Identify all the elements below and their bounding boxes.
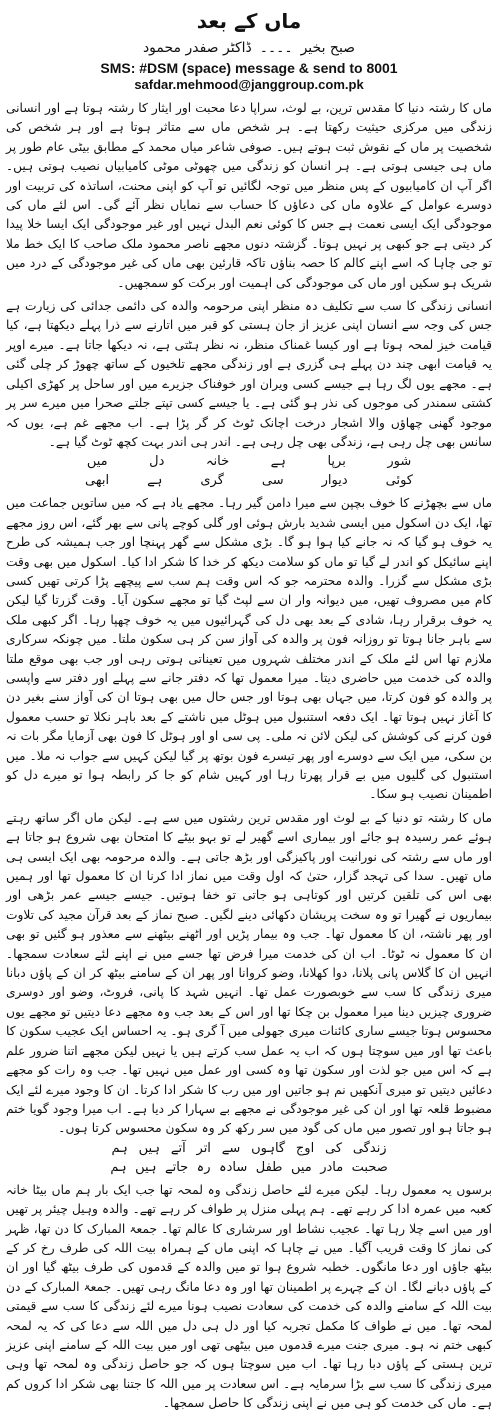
verse-1-line-1 [6,452,492,471]
verse-word: مادر [320,1159,344,1175]
column-name: صبح بخیر [300,40,356,56]
verse-word: رہ [196,1159,211,1175]
byline-separator: ۔۔۔۔ [259,40,293,56]
verse-word: کوئی [385,473,413,489]
verse-word: سی [261,473,284,489]
verse-word: ہم [110,1159,127,1175]
verse-word: کی [325,1140,343,1156]
verse-word: برپا [327,454,346,470]
verse-word: آتے [170,1140,186,1156]
verse-word: سے [221,1140,241,1156]
verse-word: ہیں [138,1140,161,1156]
verse-word: خانہ [205,454,230,470]
verse-word: جاتے [164,1159,189,1175]
verse-word: گری [200,473,224,489]
verse-word: گاہوں [251,1140,286,1156]
verse-word: صحبت [351,1159,388,1175]
verse-word: میں [86,454,108,470]
verse-word: دل [149,454,165,470]
verse-word: اوج [295,1140,315,1156]
verse-word: طفل [255,1159,283,1175]
paragraph-1: ماں کا رشتہ دنیا کا مقدس ترین، بے لوث، سراپا دعا محبت اور ایثار کا رشتہ ہوتا ہے اور انسانی زندگی میں مرکزی حیثیت رکھتا ہے۔ ہر شخص ماں سے متاثر ہوتا ہے اور ہر شخص کی شخصیت پر ماں کے نقوش ثبت ہوتے ہیں۔ صوفی شاعر میاں محمد کے مطابق بیٹی عام طور پر ماں ہی جیسی ہوتی ہے۔ ہر انسان کو زندگی میں چھوٹی موٹی کامیابیاں نصیب ہوتی ہیں۔ اگر آپ ان کامیابیوں کے پس منظر میں توجہ لگائیں تو آپ کو اپنی محنت، اساتذہ کی تربیت اور دوسرے عوامل کے علاوہ ماں کی دعاؤں کا حساب سے نمایاں نظر آئے گی۔ اس لئے ماں کی موجودگی ایک ایسی نعمت ہے جس کا کوئی نعم البدل نہیں اور غیر موجودگی ایک ایسا خلا پیدا کر دیتی ہے جو کبھی پر نہیں ہوتا۔ گزشتہ دنوں مجھے ناصر محمود ملک صاحب کا ایک خط ملا تو جی چاہا کہ اسے اپنے کالم کا حصہ بناؤں تاکہ قارئین بھی ماں کی غیر موجودگی کے درد میں شریک ہو سکیں اور ماں کی موجودگی کی اہمیت اور برکت کو سمجھیں۔ [6,101,492,290]
verse-word: میں [290,1159,312,1175]
verse-word: سادہ [219,1159,248,1175]
verse-word: ہم [111,1140,128,1156]
author-email[interactable]: safdar.mehmood@janggroup.com.pk [134,77,364,92]
verse-word: ہیں [135,1159,157,1175]
paragraph-3: ماں سے بچھڑنے کا خوف بچپن سے میرا دامن گیر رہا۔ مجھے یاد ہے کہ میں ساتویں جماعت میں تھا، ایک دن اسکول میں ایسی شدید بارش ہوئی اور گلی کوچے پانی سے بھر گئے، اس روز مجھے یہ خوف ہو گیا کہ نہ جانے کیا ہوا ہو گا۔ بڑی مشکل سے گھر پہنچا اور جب ہمیشہ کی طرح اپنے سائیکل کو اندر لے گیا تو ماں کو سلامت دیکھ کر خدا کا شکر ادا کیا۔ اسکول میں بھی وقت بڑی مشکل سے گزرا۔ والدہ محترمہ جو کہ اس وقت ہم سب سے پیچھے پڑا کرتی تھیں کسی کام میں مصروف تھیں، میں دیوانہ وار ان سے لپٹ گیا تو مجھے سکون آیا۔ وقت گزرتا گیا لیکن یہ خوف برقرار رہا، شادی کے بعد بھی دل کی گہرائیوں میں یہ خوف چھپا رہا۔ اگر کبھی ملک سے باہر جانا ہوتا تو روزانہ فون پر والدہ کی آواز سن کر ہی سکون ملتا۔ میں چونکہ سرکاری ملازم تھا اس لئے ملک کے اندر مختلف شہروں میں تعیناتی ہوتی رہی اور جب بھی موقع ملتا والدہ کی خدمت میں حاضری دیتا۔ میرا معمول تھا کہ دفتر جانے سے پہلے اور دفتر سے واپسی پر والدہ کو فون کرتا، میں جہاں بھی ہوتا اور جس حال میں بھی ہوتا ان کی آواز سنے بغیر دن کا آغاز نہیں ہوتا تھا۔ ایک دفعہ استنبول میں ہوٹل میں ناشتے کے بعد باہر نکلا تو حسب معمول فون کرنے کی کوشش کی لیکن لائن نہ ملی۔ پی سی او اور ہوٹل کا فون بھی آزمایا مگر بات نہ بن سکی، میں ایک سے دوسرے اور پھر تیسرے فون بوتھ پر گیا لیکن کہیں سے جواب نہ ملا۔ میں استنبول کی گلیوں میں بے قرار پھرتا رہا اور کہیں شام کو جا کر رابطہ ہوا تو میرے دل کو اطمینان نصیب ہو سکا۔ [6,496,492,802]
author-name: ڈاکٹر صفدر محمود [142,40,252,56]
verse-1-line-2 [6,471,492,490]
page-title: ماں کے بعد [196,9,302,33]
verse-word: ابھی [85,473,110,489]
paragraph-2: انسانی زندگی کا سب سے تکلیف دہ منظر اپنی مرحومہ والدہ کی دائمی جدائی کی زیارت ہے جس کی وجہ سے انسان اپنی عزیز از جان ہستی کو قبر میں اتارنے سے ذرا پہلے دیکھتا ہے، کیا قیامت خیز لمحہ ہوتا ہے اور کیسا غمناک منظر، نہ نظر ہٹتی ہے، نہ دیکھا جاتا ہے۔ میرے اوپر یہ قیامت ابھی چند دن پہلے ہی گزری ہے اور زندگی مجھے تلخیوں کے ساتھ چھوڑ کر چلی گئی ہے۔ مجھے یوں لگ رہا ہے جیسے کسی ویران اور خوفناک جزیرے میں اور ساحل پر کھڑی اکیلی کشتی سمندر کی موجوں کی نذر ہو گئی ہے۔ یا جیسے کسی تپتے جلتے صحرا میں میرے سر پر موجود گھنی چھاؤں والا اشجار درخت اچانک ٹوٹ کر گر پڑا ہے۔ اب مجھے غم ہے، یوں کہ سانس بھی چل رہی ہے، زندگی بھی چل رہی ہے۔ اندر ہی اندر بہت کچھ ٹوٹ گیا ہے۔ [6,299,492,449]
sms-line: SMS: #DSM (space) message & send to 8001 [100,60,398,76]
verse-word: ہے [270,454,286,470]
verse-word: شور [387,454,412,470]
verse-word: دیوار [321,473,348,489]
paragraph-5: برسوں یہ معمول رہا۔ لیکن میرے لئے حاصل زندگی وہ لمحہ تھا جب ایک بار ہم ماں بیٹا خانہ کعبہ میں عمرہ ادا کر رہے تھے۔ ہم پہلی منزل پر طواف کر رہے تھے۔ والدہ وہیل چیئر پر تھیں اور میں اسے چلا رہا تھا۔ عجیب نشاط اور سرشاری کا عالم تھا۔ جمعۃ المبارک کا دن تھا، ظہر کی نماز کا وقت قریب آگیا۔ میں نے چاہا کہ اپنی ماں کے ہمراہ بیت اللہ کی طرف رخ کر کے بیٹھ جاؤں اور دعا مانگوں۔ خطبہ شروع ہوا تو میں والدہ کے قدموں کی طرف بیٹھ گیا اور ان کے پاؤں دبانے لگا۔ ان کے چہرے پر اطمینان تھا اور وہ دعا مانگ رہی تھیں۔ جمعۃ المبارک کے دن بیت اللہ کے سامنے والدہ کی خدمت کی سعادت نصیب ہونا میرے لئے زندگی کا سب سے قیمتی لمحہ تھا۔ میں نے طواف کا مکمل تجربہ کیا اور دل ہی دل میں اللہ سے دعا کی کہ یہ لمحہ کبھی ختم نہ ہو۔ میری جنت میرے قدموں میں بیٹھی تھی اور میں بیت اللہ کے سامنے اپنی عزیز ترین ہستی کے پاؤں دبا رہا تھا۔ اب میں سوچتا ہوں کہ جو حاصل زندگی وہ لمحہ تھا وہی میری زندگی کا سب سے بڑا سرمایہ ہے۔ اس سعادت پر میں اللہ کا جتنا بھی شکر ادا کروں کم ہے۔ ماں کی خدمت کو ہی میں نے اپنی زندگی کا حاصل سمجھا۔ [6,1182,492,1411]
verse-word: زندگی [352,1140,387,1156]
byline [6,38,492,58]
verse-2-line-1 [6,1139,492,1158]
paragraph-4: ماں کا رشتہ تو دنیا کے بے لوث اور مقدس ترین رشتوں میں سے ہے۔ لیکن ماں اگر ساتھ رہتے ہوئے عمر رسیدہ ہو جائے اور بیماری اسے گھیر لے تو بہو بیٹے کا امتحان بھی شروع ہو جاتا ہے اور ماں سے رشتہ کی نورانیت اور پاکیزگی اور بڑھ جاتی ہے۔ والدہ مرحومہ بھی ایک ایسی ہی ماں تھیں۔ سدا کی تہجد گزار، حتیٰ کہ اول وقت میں نماز ادا کرنا ان کا معمول تھا اور ہمیں بھی اس کی تلقین کرتیں اور کوتاہی ہو جاتی تو خفا ہوتیں۔ جیسے جیسے عمر بڑھی اور بیماریوں نے گھیرا تو وہ سخت پریشان دکھائی دینے لگیں۔ صبح نماز کے بعد قرآن مجید کی تلاوت اور پھر ناشتہ، ان کا معمول تھا۔ جب وہ بیمار پڑیں اور اٹھنے بیٹھنے سے معذور ہو گئیں تو بھی ان کا معمول نہ ٹوٹا۔ اب ان کی خدمت میرا فرض تھا جسے میں نے اپنے لئے سعادت سمجھا۔ انہیں ان کا گلاس پانی پلانا، دوا کھلانا، وضو کروانا اور پھر ان کے سامنے بیٹھ کر ان کے پاؤں دبانا میری زندگی کا سب سے خوبصورت عمل تھا۔ انہیں شہد کا پانی، فروٹ، وضو اور دوسری ضروری چیزیں دینا میرا معمول بن چکا تھا اور اس کے بعد جب وہ مجھے دعا دیتیں تو مجھے یوں محسوس ہوتا جیسے ساری کائنات میری جھولی میں آ گری ہو۔ یہ احساس ایک عجیب سکون کا باعث تھا اور میں سوچتا ہوں کہ اب یہ عمل سب کرتے ہیں یا نہیں لیکن مجھے اتنا ضرور علم ہے کہ اس میں جو لذت اور سکون تھا وہ کسی اور عمل میں نہیں تھا۔ جب وہ رات کو مجھے دعائیں دیتیں تو میری آنکھیں نم ہو جاتیں اور میں رب کا شکر ادا کرتا۔ ان کا وجود میرے لئے ایک مضبوط قلعہ تھا اور ان کی غیر موجودگی نے مجھے بے سہارا کر دیا ہے۔ اب میرا وجود گویا ختم ہو جاتا ہو اور تصور میں ماں کی گود میں سر رکھ کر وہ سکون محسوس کرتا ہوں۔ [6,810,492,1136]
verse-word: اتر [196,1140,211,1156]
verse-word: ہے [147,473,163,489]
verse-2-line-2 [6,1158,492,1177]
